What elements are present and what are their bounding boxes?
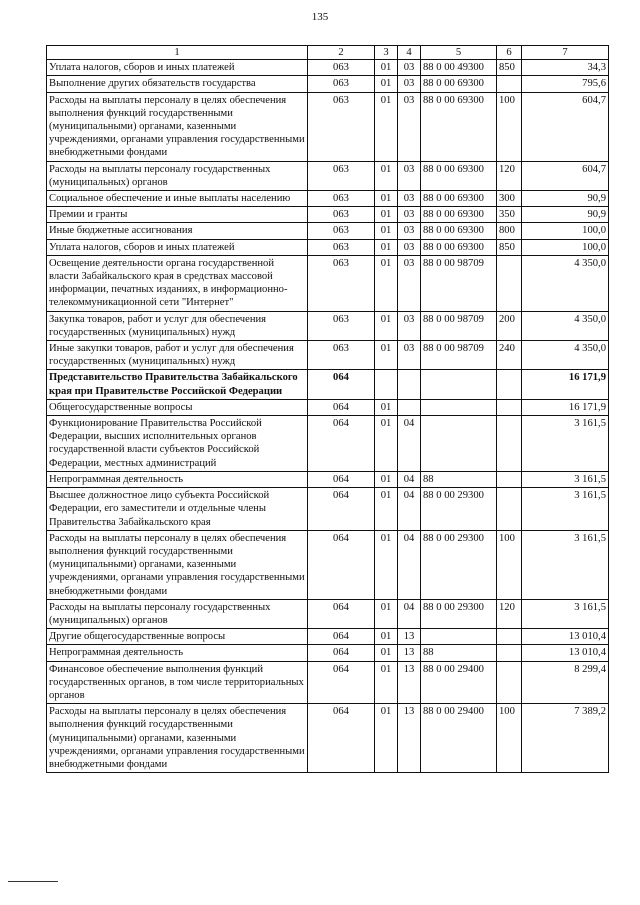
row-target-article-cell: 88 0 00 69300 (421, 239, 497, 255)
table-row (47, 191, 609, 207)
row-expense-type-cell (497, 76, 522, 92)
row-expense-type-cell (497, 370, 522, 399)
row-amount-cell: 34,3 (522, 60, 609, 76)
row-name-cell: Иные закупки товаров, работ и услуг для обеспечения государственных (муниципальных) нужд (47, 341, 308, 370)
row-name-cell: Иные бюджетные ассигнования (47, 223, 308, 239)
row-section-cell: 01 (375, 471, 398, 487)
table-row (47, 223, 609, 239)
row-section-cell: 01 (375, 599, 398, 628)
table-row (47, 704, 609, 773)
row-expense-type-cell (497, 645, 522, 661)
table-row (47, 416, 609, 472)
row-target-article-cell: 88 0 00 98709 (421, 255, 497, 311)
row-expense-type-cell: 350 (497, 207, 522, 223)
row-section-cell: 01 (375, 661, 398, 704)
header-col-4: 4 (398, 46, 421, 60)
row-ved-cell: 063 (308, 76, 375, 92)
row-amount-cell: 3 161,5 (522, 416, 609, 472)
row-name-cell: Расходы на выплаты персоналу государственных (муниципальных) органов (47, 599, 308, 628)
row-subsection-cell: 13 (398, 629, 421, 645)
row-amount-cell: 3 161,5 (522, 471, 609, 487)
row-ved-cell: 063 (308, 191, 375, 207)
row-subsection-cell: 13 (398, 661, 421, 704)
row-target-article-cell: 88 0 00 69300 (421, 161, 497, 190)
table-row (47, 370, 609, 399)
row-target-article-cell: 88 0 00 29300 (421, 488, 497, 531)
table-row (47, 645, 609, 661)
row-subsection-cell: 03 (398, 255, 421, 311)
row-section-cell (375, 370, 398, 399)
row-subsection-cell (398, 370, 421, 399)
row-section-cell: 01 (375, 161, 398, 190)
table-row (47, 239, 609, 255)
row-subsection-cell: 03 (398, 341, 421, 370)
row-ved-cell: 064 (308, 704, 375, 773)
row-target-article-cell: 88 (421, 645, 497, 661)
row-target-article-cell: 88 0 00 29400 (421, 661, 497, 704)
row-amount-cell: 4 350,0 (522, 311, 609, 340)
row-subsection-cell: 03 (398, 223, 421, 239)
row-amount-cell: 7 389,2 (522, 704, 609, 773)
row-amount-cell: 100,0 (522, 239, 609, 255)
row-amount-cell: 4 350,0 (522, 255, 609, 311)
row-amount-cell: 100,0 (522, 223, 609, 239)
row-ved-cell: 063 (308, 239, 375, 255)
table-row (47, 661, 609, 704)
row-expense-type-cell: 300 (497, 191, 522, 207)
row-expense-type-cell: 100 (497, 92, 522, 161)
row-section-cell: 01 (375, 488, 398, 531)
footnote-divider (8, 881, 58, 882)
row-expense-type-cell: 850 (497, 60, 522, 76)
row-name-cell: Освещение деятельности органа государственной власти Забайкальского края в средствах массовой информации, печатных изданиях, в информационно-телекоммуникационной сети "Интернет" (47, 255, 308, 311)
row-name-cell: Расходы на выплаты персоналу в целях обеспечения выполнения функций государственными (муниципальными) органами, казенными учреждениями, органами управления государственными внебюджетными фондами (47, 530, 308, 599)
row-section-cell: 01 (375, 255, 398, 311)
row-amount-cell: 604,7 (522, 161, 609, 190)
table-row (47, 92, 609, 161)
table-row (47, 530, 609, 599)
table-row (47, 161, 609, 190)
row-target-article-cell (421, 399, 497, 415)
row-subsection-cell: 03 (398, 191, 421, 207)
row-name-cell: Расходы на выплаты персоналу государственных (муниципальных) органов (47, 161, 308, 190)
row-name-cell: Премии и гранты (47, 207, 308, 223)
header-col-7: 7 (522, 46, 609, 60)
row-target-article-cell (421, 416, 497, 472)
row-section-cell: 01 (375, 239, 398, 255)
row-ved-cell: 064 (308, 629, 375, 645)
header-col-3: 3 (375, 46, 398, 60)
row-target-article-cell: 88 0 00 69300 (421, 191, 497, 207)
row-ved-cell: 063 (308, 207, 375, 223)
row-ved-cell: 064 (308, 661, 375, 704)
table-row (47, 76, 609, 92)
row-section-cell: 01 (375, 207, 398, 223)
row-amount-cell: 13 010,4 (522, 629, 609, 645)
row-expense-type-cell (497, 661, 522, 704)
row-section-cell: 01 (375, 704, 398, 773)
row-subsection-cell: 03 (398, 239, 421, 255)
row-amount-cell: 3 161,5 (522, 488, 609, 531)
table-row (47, 399, 609, 415)
table-row (47, 471, 609, 487)
row-ved-cell: 063 (308, 341, 375, 370)
row-amount-cell: 795,6 (522, 76, 609, 92)
row-section-cell: 01 (375, 92, 398, 161)
row-subsection-cell: 04 (398, 599, 421, 628)
table-row (47, 629, 609, 645)
table-row (47, 341, 609, 370)
row-target-article-cell (421, 370, 497, 399)
row-expense-type-cell: 200 (497, 311, 522, 340)
header-col-1: 1 (47, 46, 308, 60)
row-target-article-cell: 88 0 00 98709 (421, 311, 497, 340)
row-subsection-cell: 13 (398, 704, 421, 773)
row-subsection-cell: 03 (398, 207, 421, 223)
table-row (47, 311, 609, 340)
row-name-cell: Общегосударственные вопросы (47, 399, 308, 415)
header-col-2: 2 (308, 46, 375, 60)
row-name-cell: Высшее должностное лицо субъекта Российской Федерации, его заместители и отдельные члены Правительства Забайкальского края (47, 488, 308, 531)
row-target-article-cell: 88 0 00 98709 (421, 341, 497, 370)
row-amount-cell: 8 299,4 (522, 661, 609, 704)
row-amount-cell: 604,7 (522, 92, 609, 161)
table-row (47, 255, 609, 311)
table-row (47, 488, 609, 531)
row-expense-type-cell: 100 (497, 530, 522, 599)
row-ved-cell: 064 (308, 416, 375, 472)
row-section-cell: 01 (375, 311, 398, 340)
row-name-cell: Непрограммная деятельность (47, 471, 308, 487)
row-section-cell: 01 (375, 341, 398, 370)
row-section-cell: 01 (375, 645, 398, 661)
row-ved-cell: 063 (308, 223, 375, 239)
page-number: 135 (311, 11, 329, 23)
row-name-cell: Выполнение других обязательств государства (47, 76, 308, 92)
row-expense-type-cell: 120 (497, 599, 522, 628)
row-subsection-cell: 03 (398, 161, 421, 190)
row-expense-type-cell (497, 471, 522, 487)
row-ved-cell: 064 (308, 530, 375, 599)
row-target-article-cell: 88 0 00 29300 (421, 530, 497, 599)
row-expense-type-cell (497, 416, 522, 472)
row-amount-cell: 16 171,9 (522, 370, 609, 399)
table-header-row (47, 46, 609, 60)
row-target-article-cell: 88 0 00 29400 (421, 704, 497, 773)
row-ved-cell: 064 (308, 488, 375, 531)
row-target-article-cell (421, 629, 497, 645)
table-row (47, 599, 609, 628)
table-row (47, 207, 609, 223)
row-ved-cell: 064 (308, 399, 375, 415)
row-target-article-cell: 88 0 00 69300 (421, 76, 497, 92)
row-expense-type-cell (497, 399, 522, 415)
row-name-cell: Финансовое обеспечение выполнения функций государственных органов, в том числе территориальных органов (47, 661, 308, 704)
row-ved-cell: 063 (308, 311, 375, 340)
row-subsection-cell: 13 (398, 645, 421, 661)
table-row (47, 60, 609, 76)
row-name-cell: Закупка товаров, работ и услуг для обеспечения государственных (муниципальных) нужд (47, 311, 308, 340)
row-amount-cell: 3 161,5 (522, 530, 609, 599)
row-expense-type-cell (497, 629, 522, 645)
row-amount-cell: 3 161,5 (522, 599, 609, 628)
budget-table (46, 45, 609, 773)
row-expense-type-cell: 850 (497, 239, 522, 255)
row-name-cell: Расходы на выплаты персоналу в целях обеспечения выполнения функций государственными (муниципальными) органами, казенными учреждениями, органами управления государственными внебюджетными фондами (47, 704, 308, 773)
row-ved-cell: 064 (308, 645, 375, 661)
row-name-cell: Другие общегосударственные вопросы (47, 629, 308, 645)
row-name-cell: Функционирование Правительства Российской Федерации, высших исполнительных органов государственной власти субъектов Российской Федерации, местных администраций (47, 416, 308, 472)
header-col-5: 5 (421, 46, 497, 60)
row-name-cell: Социальное обеспечение и иные выплаты населению (47, 191, 308, 207)
row-subsection-cell (398, 399, 421, 415)
row-subsection-cell: 03 (398, 311, 421, 340)
row-subsection-cell: 04 (398, 416, 421, 472)
row-expense-type-cell (497, 488, 522, 531)
row-expense-type-cell: 240 (497, 341, 522, 370)
row-section-cell: 01 (375, 76, 398, 92)
row-target-article-cell: 88 0 00 49300 (421, 60, 497, 76)
row-expense-type-cell: 100 (497, 704, 522, 773)
row-section-cell: 01 (375, 629, 398, 645)
row-ved-cell: 064 (308, 599, 375, 628)
row-subsection-cell: 04 (398, 530, 421, 599)
row-target-article-cell: 88 0 00 69300 (421, 223, 497, 239)
row-name-cell: Уплата налогов, сборов и иных платежей (47, 239, 308, 255)
row-section-cell: 01 (375, 191, 398, 207)
row-section-cell: 01 (375, 60, 398, 76)
row-subsection-cell: 04 (398, 488, 421, 531)
row-amount-cell: 4 350,0 (522, 341, 609, 370)
row-name-cell: Расходы на выплаты персоналу в целях обеспечения выполнения функций государственными (муниципальными) органами, казенными учреждениями, органами управления государственными внебюджетными фондами (47, 92, 308, 161)
row-ved-cell: 063 (308, 161, 375, 190)
row-amount-cell: 90,9 (522, 207, 609, 223)
row-name-cell: Непрограммная деятельность (47, 645, 308, 661)
row-subsection-cell: 03 (398, 60, 421, 76)
row-section-cell: 01 (375, 530, 398, 599)
row-amount-cell: 16 171,9 (522, 399, 609, 415)
row-expense-type-cell (497, 255, 522, 311)
row-target-article-cell: 88 0 00 69300 (421, 207, 497, 223)
row-section-cell: 01 (375, 416, 398, 472)
row-subsection-cell: 04 (398, 471, 421, 487)
row-name-cell: Уплата налогов, сборов и иных платежей (47, 60, 308, 76)
row-ved-cell: 064 (308, 471, 375, 487)
row-name-cell: Представительство Правительства Забайкальского края при Правительстве Российской Федерации (47, 370, 308, 399)
row-amount-cell: 90,9 (522, 191, 609, 207)
row-target-article-cell: 88 0 00 29300 (421, 599, 497, 628)
row-ved-cell: 063 (308, 60, 375, 76)
row-ved-cell: 064 (308, 370, 375, 399)
table-body (47, 60, 609, 773)
row-subsection-cell: 03 (398, 92, 421, 161)
row-expense-type-cell: 800 (497, 223, 522, 239)
row-subsection-cell: 03 (398, 76, 421, 92)
row-expense-type-cell: 120 (497, 161, 522, 190)
row-section-cell: 01 (375, 399, 398, 415)
header-col-6: 6 (497, 46, 522, 60)
row-target-article-cell: 88 0 00 69300 (421, 92, 497, 161)
row-ved-cell: 063 (308, 255, 375, 311)
row-amount-cell: 13 010,4 (522, 645, 609, 661)
row-ved-cell: 063 (308, 92, 375, 161)
row-target-article-cell: 88 (421, 471, 497, 487)
row-section-cell: 01 (375, 223, 398, 239)
